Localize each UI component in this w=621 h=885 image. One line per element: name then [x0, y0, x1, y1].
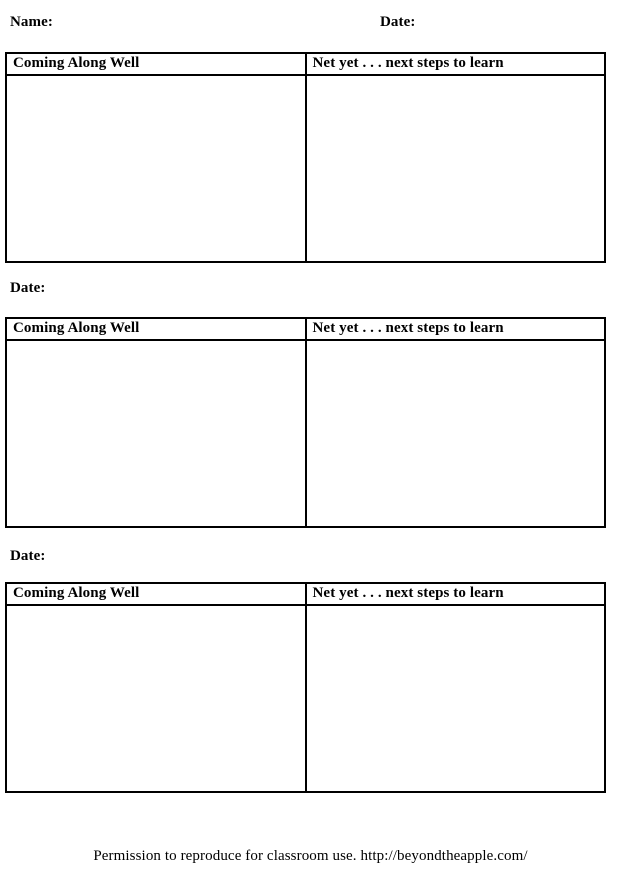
- name-label: Name:: [10, 14, 53, 30]
- coming-along-well-cell[interactable]: [6, 605, 306, 792]
- next-steps-cell[interactable]: [306, 75, 606, 262]
- assessment-table-2: [5, 317, 606, 528]
- date-label: Date:: [380, 14, 416, 30]
- not-yet-next-steps-header: Net yet . . . next steps to learn: [306, 318, 606, 340]
- table-header-row: [6, 318, 605, 340]
- assessment-table-1: [5, 52, 606, 263]
- date-label: Date:: [10, 280, 46, 296]
- date-label: Date:: [10, 548, 46, 564]
- next-steps-cell[interactable]: [306, 340, 606, 527]
- coming-along-well-header: Coming Along Well: [6, 318, 306, 340]
- coming-along-well-header: Coming Along Well: [6, 53, 306, 75]
- table-header-row: [6, 53, 605, 75]
- table-header-row: [6, 583, 605, 605]
- table-body-row: [6, 340, 605, 527]
- next-steps-cell[interactable]: [306, 605, 606, 792]
- coming-along-well-header: Coming Along Well: [6, 583, 306, 605]
- not-yet-next-steps-header: Net yet . . . next steps to learn: [306, 53, 606, 75]
- assessment-table-3: [5, 582, 606, 793]
- permission-footer: Permission to reproduce for classroom use. http://beyondtheapple.com/: [93, 848, 528, 864]
- table-body-row: [6, 605, 605, 792]
- not-yet-next-steps-header: Net yet . . . next steps to learn: [306, 583, 606, 605]
- table-body-row: [6, 75, 605, 262]
- coming-along-well-cell[interactable]: [6, 75, 306, 262]
- coming-along-well-cell[interactable]: [6, 340, 306, 527]
